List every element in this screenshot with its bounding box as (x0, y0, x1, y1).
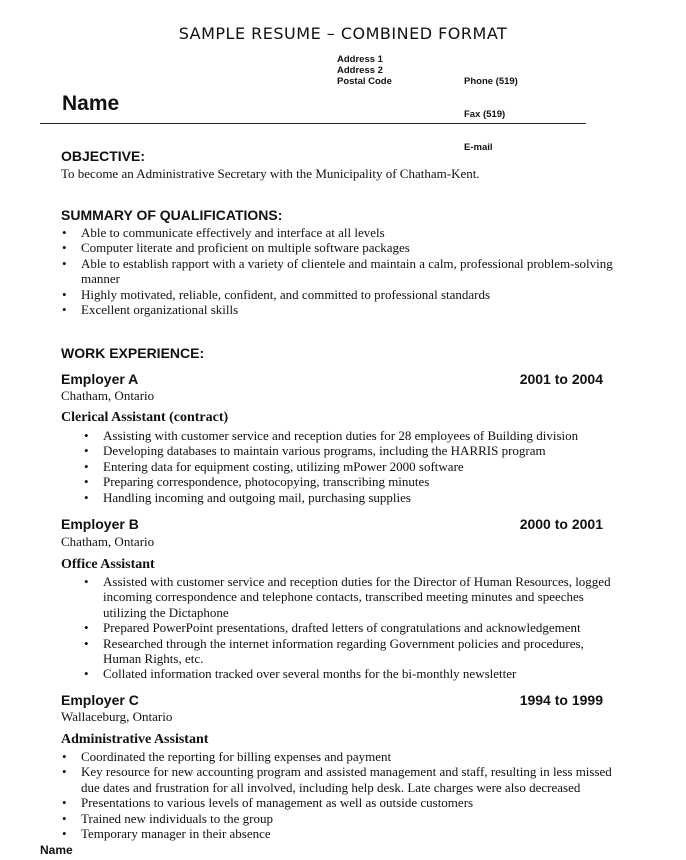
employer-location: Wallaceburg, Ontario (61, 709, 173, 724)
employer-name: Employer A (61, 371, 139, 387)
list-item: • Temporary manager in their absence (61, 826, 621, 841)
list-item: • Highly motivated, reliable, confident, and committed to professional standards (61, 287, 621, 302)
list-item: • Prepared PowerPoint presentations, drafted letters of congratulations and acknowledgement (83, 620, 613, 635)
contact-block (464, 54, 518, 175)
document-title: SAMPLE RESUME – COMBINED FORMAT (178, 24, 508, 43)
employer-years: 2000 to 2001 (519, 516, 603, 532)
list-item: • Excellent organizational skills (61, 302, 621, 317)
summary-heading: SUMMARY OF QUALIFICATIONS: (61, 207, 283, 223)
employer-location: Chatham, Ontario (61, 534, 155, 549)
job-title: Clerical Assistant (contract) (61, 410, 229, 425)
summary-list (61, 225, 621, 317)
list-item: • Computer literate and proficient on multiple software packages (61, 240, 621, 255)
job-title: Administrative Assistant (61, 732, 209, 747)
employer-a-row (61, 371, 603, 387)
list-item: • Preparing correspondence, photocopying, transcribing minutes (83, 474, 613, 489)
candidate-name: Name (62, 92, 120, 115)
header-divider (40, 123, 586, 124)
employer-location: Chatham, Ontario (61, 388, 155, 403)
employer-name: Employer B (61, 516, 139, 532)
address-line-1: Address 1 (337, 54, 383, 65)
list-item: • Key resource for new accounting program and assisted management and staff, resulting in less missed due dates and frustration for all involved, including help desk. Late charges were also decreased (61, 764, 621, 795)
postal-code: Postal Code (337, 76, 392, 87)
duties-list (83, 428, 613, 505)
list-item: • Coordinated the reporting for billing expenses and payment (61, 749, 621, 764)
phone-line: Phone (519) (464, 76, 518, 87)
list-item: • Handling incoming and outgoing mail, purchasing supplies (83, 490, 613, 505)
job-title: Office Assistant (61, 557, 155, 572)
employer-b-row (61, 516, 603, 532)
list-item: • Able to communicate effectively and interface at all levels (61, 225, 621, 240)
list-item: • Entering data for equipment costing, utilizing mPower 2000 software (83, 459, 613, 474)
objective-text: To become an Administrative Secretary with the Municipality of Chatham-Kent. (61, 166, 480, 181)
list-item: • Collated information tracked over several months for the bi-monthly newsletter (83, 666, 613, 681)
duties-list (83, 574, 613, 682)
address-block (337, 54, 392, 87)
list-item: • Trained new individuals to the group (61, 811, 621, 826)
footer-name: Name (40, 843, 73, 857)
list-item: • Assisting with customer service and reception duties for 28 employees of Building division (83, 428, 613, 443)
employer-years: 1994 to 1999 (519, 692, 603, 708)
fax-line: Fax (519) (464, 109, 506, 120)
objective-heading: OBJECTIVE: (61, 148, 146, 164)
employer-name: Employer C (61, 692, 139, 708)
address-line-2: Address 2 (337, 65, 383, 76)
list-item: • Presentations to various levels of management as well as outside customers (61, 795, 621, 810)
list-item: • Developing databases to maintain various programs, including the HARRIS program (83, 443, 613, 458)
employer-c-row (61, 692, 603, 708)
list-item: • Able to establish rapport with a variety of clientele and maintain a calm, professional problem-solving manner (61, 256, 621, 287)
employer-years: 2001 to 2004 (519, 371, 603, 387)
list-item: • Researched through the internet information regarding Government policies and procedures, Human Rights, etc. (83, 636, 613, 667)
list-item: • Assisted with customer service and reception duties for the Director of Human Resources, logged incoming correspondence and telephone contacts, transcribed meeting minutes and speeches utilizing the Dictaphone (83, 574, 613, 620)
work-heading: WORK EXPERIENCE: (61, 345, 205, 361)
email-line: E-mail (464, 142, 493, 153)
duties-list (61, 749, 621, 841)
